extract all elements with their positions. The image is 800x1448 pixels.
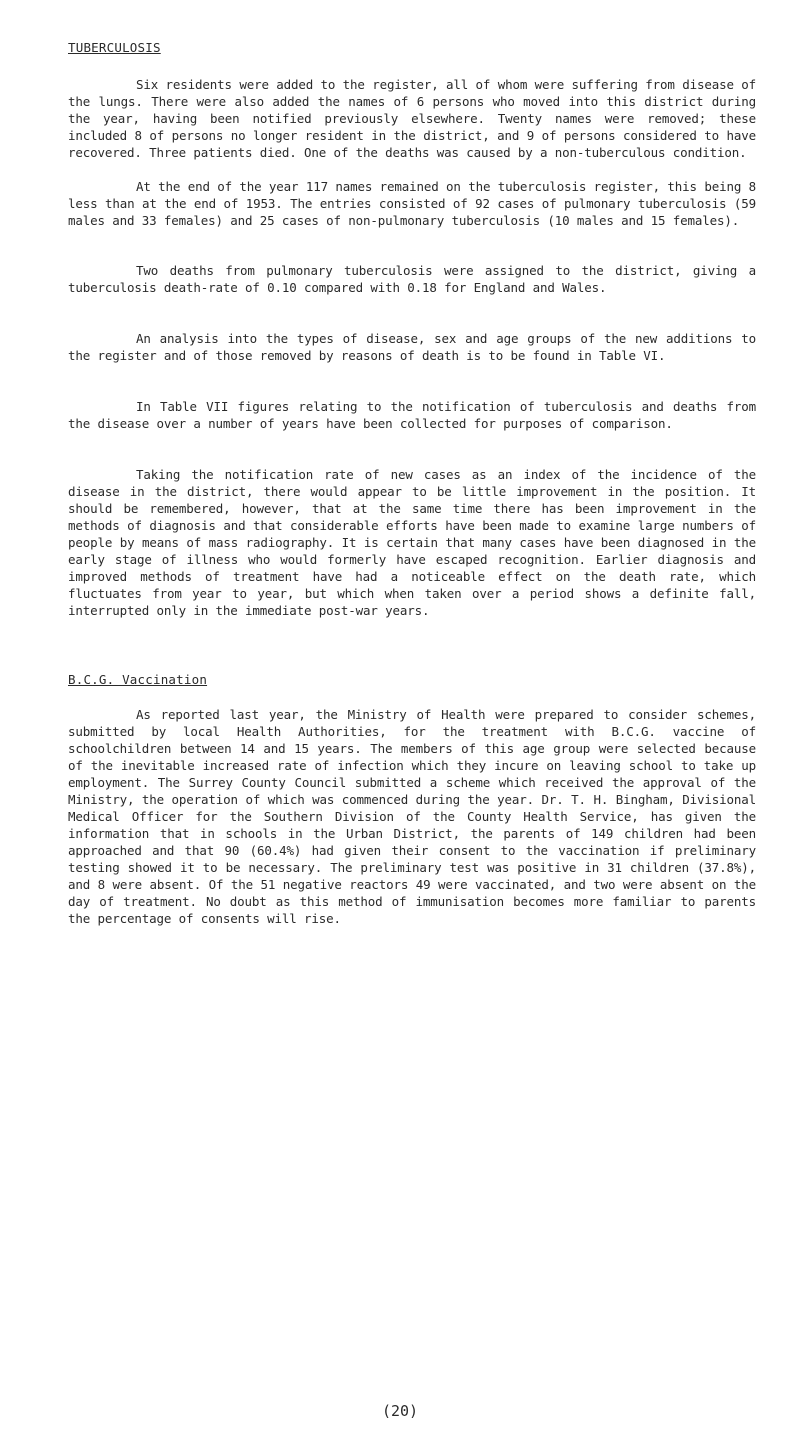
paragraph-register-totals: At the end of the year 117 names remained on the tuberculosis register, this being 8 less than at the end of 1953. The entries consisted of 92 cases of pulmonary tuberculosis (59 males and 33 females) and 25 cases of non-pulmonary tuberculosis (10 males and 15 females). (68, 179, 756, 228)
paragraph-notification-rate: Taking the notification rate of new cases as an index of the incidence of the disease in the district, there would appear to be little improvement in the position. It should be remembered, however, that at the same time there has been improvement in the methods of diagnosis and that considerable efforts have been made to examine large numbers of people by means of mass radiography. It is certain that many cases have been diagnosed in the early stage of illness who would formerly have escaped recognition. Earlier diagnosis and improved methods of treatment have had a noticeable effect on the death rate, which fluctuates from year to year, but which when taken over a period shows a definite fall, interrupted only in the immediate post-war years. (68, 467, 756, 618)
paragraph-register-additions: Six residents were added to the register, all of whom were suffering from disease of the lungs. There were also added the names of 6 persons who moved into this district during the year, having been notified previously elsewhere. Twenty names were removed; these included 8 of persons no longer resident in the district, and 9 of persons considered to have recovered. Three patients died. One of the deaths was caused by a non-tuberculous condition. (68, 77, 756, 160)
paragraph-bcg-vaccination: As reported last year, the Ministry of Health were prepared to consider schemes, submitted by local Health Authorities, for the treatment with B.C.G. vaccine of schoolchildren between 14 and 15 years. The members of this age group were selected because of the inevitable increased rate of infection which they incure on leaving school to take up employment. The Surrey County Council submitted a scheme which received the approval of the Ministry, the operation of which was commenced during the year. Dr. T. H. Bingham, Divisional Medical Officer for the Southern Division of the County Health Service, has given the information that in schools in the Urban District, the parents of 149 children had been approached and that 90 (60.4%) had given their consent to the vaccination if preliminary testing showed it to be necessary. The preliminary test was positive in 31 children (37.8%), and 8 were absent. Of the 51 negative reactors 49 were vaccinated, and two were absent on the day of treatment. No doubt as this method of immunisation becomes more familiar to parents the percentage of consents will rise. (68, 707, 756, 926)
paragraph-table-vii: In Table VII figures relating to the notification of tuberculosis and deaths from the disease over a number of years have been collected for purposes of comparison. (68, 399, 756, 431)
section-heading: TUBERCULOSIS (68, 40, 161, 55)
page-number: (20) (381, 1402, 419, 1420)
bcg-subheading: B.C.G. Vaccination (68, 672, 208, 687)
paragraph-table-vi: An analysis into the types of disease, sex and age groups of the new additions to the register and of those removed by reasons of death is to be found in Table VI. (68, 331, 756, 363)
paragraph-death-rate: Two deaths from pulmonary tuberculosis were assigned to the district, giving a tuberculosis death-rate of 0.10 compared with 0.18 for England and Wales. (68, 263, 756, 295)
